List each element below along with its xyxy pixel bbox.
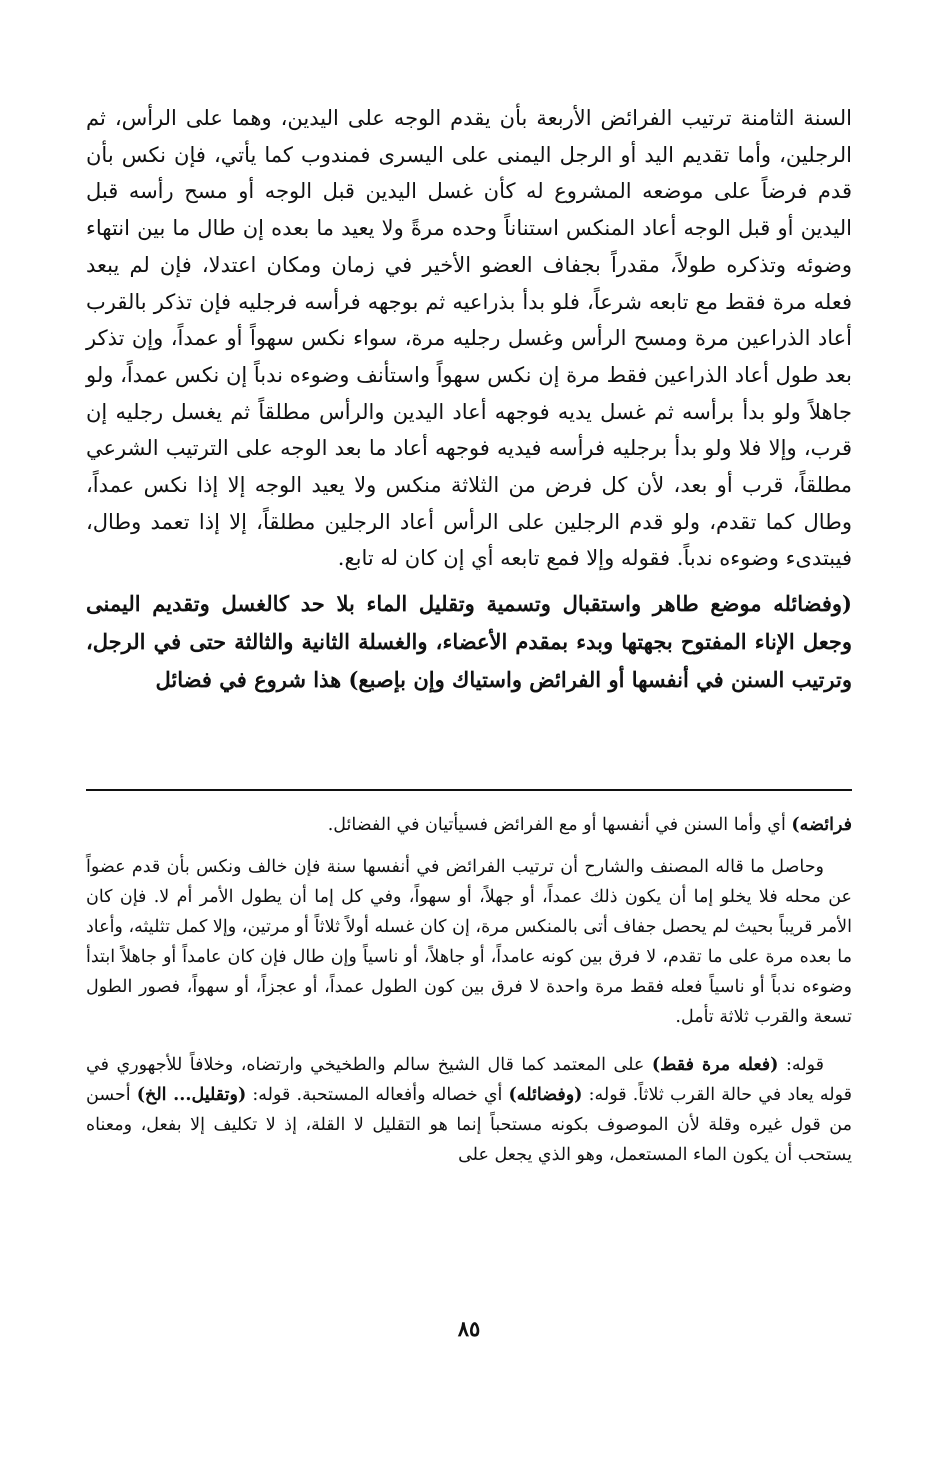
footnote-2: وحاصل ما قاله المصنف والشارح أن ترتيب الفرائض في أنفسها سنة فإن خالف ونكس بأن قدم عضواً عن محله فلا يخلو إما أن يكون ذلك عمداً، أو جهلاً، أو سهواً، وفي كل إما أن يطول الأمر أم لا. فإن كان الأمر قريباً بحيث لم يحصل جفاف أتى بالمنكس مرة، إن كان غسله أولاً ثلاثاً أو مرتين، وإلا كمل تثليثه، وأعاد ما بعده مرة على ما تقدم، لا فرق بين كونه عامداً، أو جاهلاً، أو ناسياً وإن طال فإن كان عامداً أو جاهلاً ابتدأ وضوءه ندباً أو ناسياً فعله فقط مرة واحدة لا فرق بين كون الطول عمداً، أو عجزاً، أو سهواً، فصور الطول تسعة والقرب ثلاثة تأمل. (86, 857, 852, 1027)
footnote-3-lemma-c: (وتقليل... الخ) (136, 1085, 247, 1105)
footnote-3-part-a: قوله: (778, 1055, 824, 1075)
footnote-3-part-c: أي خصاله وأفعاله المستحبة. قوله: (246, 1085, 509, 1105)
footnote-3 (86, 1050, 852, 1170)
footnote-3-part-b: على المعتمد كما قال الشيخ سالم والطخيخي وارتضاه، وخلافاً للأجهوري في قوله يعاد في حالة القرب ثلاثاً. قوله: (86, 1055, 852, 1105)
main-text (86, 100, 852, 699)
footnote-3-lemma-b: (وفضائله) (508, 1085, 583, 1105)
page-number: ٨٥ (457, 1316, 481, 1341)
footnotes (86, 810, 852, 1170)
main-paragraph-order-of-obligations: السنة الثامنة ترتيب الفرائض الأربعة بأن يقدم الوجه على اليدين، وهما على الرأس، ثم الرجلين، وأما تقديم اليد أو الرجل اليمنى على اليسرى فمندوب كما يأتي، فإن نكس بأن قدم فرضاً على موضعه المشروع له كأن غسل اليدين قبل الوجه أو مسح رأسه قبل اليدين أو قبل الوجه أعاد المنكس استناناً وحده مرةً ولا يعيد ما بعده إن طال ما بين انتهاء وضوئه وتذكره طولاً، مقدراً بجفاف العضو الأخير في زمان ومكان اعتدلا، فإن لم يبعد فعله مرة فقط مع تابعه شرعاً، فلو بدأ بذراعيه ثم بوجهه فرأسه فرجليه فإن تذكر بالقرب أعاد الذراعين مرة ومسح الرأس وغسل رجليه مرة، سواء نكس سهواً أو عمداً، وإن تذكر بعد طول أعاد الذراعين فقط مرة إن نكس سهواً واستأنف وضوءه ندباً إن نكس عمداً، ولو جاهلاً ولو بدأ برأسه ثم غسل يديه فوجهه أعاد اليدين والرأس مطلقاً ثم يغسل رجليه إن قرب، وإلا فلا ولو بدأ برجليه فرأسه فيديه فوجهه أعاد ما بعد الوجه على الترتيب الشرعي مطلقاً، قرب أو بعد، لأن كل فرض من الثلاثة منكس ولا يعيد الوجه إلا إذا نكس عمداً، وطال كما تقدم، ولو قدم الرجلين على الرأس أعاد الرجلين مطلقاً، إلا إذا تعمد وطال، فيبتدىء وضوءه ندباً. فقوله وإلا فمع تابعه أي إن كان له تابع. (86, 106, 852, 571)
footnote-separator-rule (86, 789, 852, 791)
footnote-1-text: أي وأما السنن في أنفسها أو مع الفرائض فسيأتيان في الفضائل. (327, 815, 792, 835)
footnote-1 (86, 810, 852, 840)
footnote-3-part-d: أحسن من قول غيره وقلة لأن الموصوف بكونه مستحباً إنما هو التقليل لا القلة، إذ لا تكليف إلا بفعل، ومعناه يستحب أن يكون الماء المستعمل، وهو الذي يجعل على (86, 1085, 852, 1165)
footnote-3-lemma-a: (فعله مرة فقط) (651, 1055, 779, 1075)
footnote-1-lemma: فرائضه) (791, 815, 852, 835)
main-paragraph-virtues-heading: (وفضائله موضع طاهر واستقبال وتسمية وتقليل الماء بلا حد كالغسل وتقديم اليمنى وجعل الإناء المفتوح بجهتها وبدء بمقدم الأعضاء، والغسلة الثانية والثالثة حتى في الرجل، وترتيب السنن في أنفسها أو الفرائض واستياك وإن بإصبع) هذا شروع في فضائل (86, 591, 852, 693)
